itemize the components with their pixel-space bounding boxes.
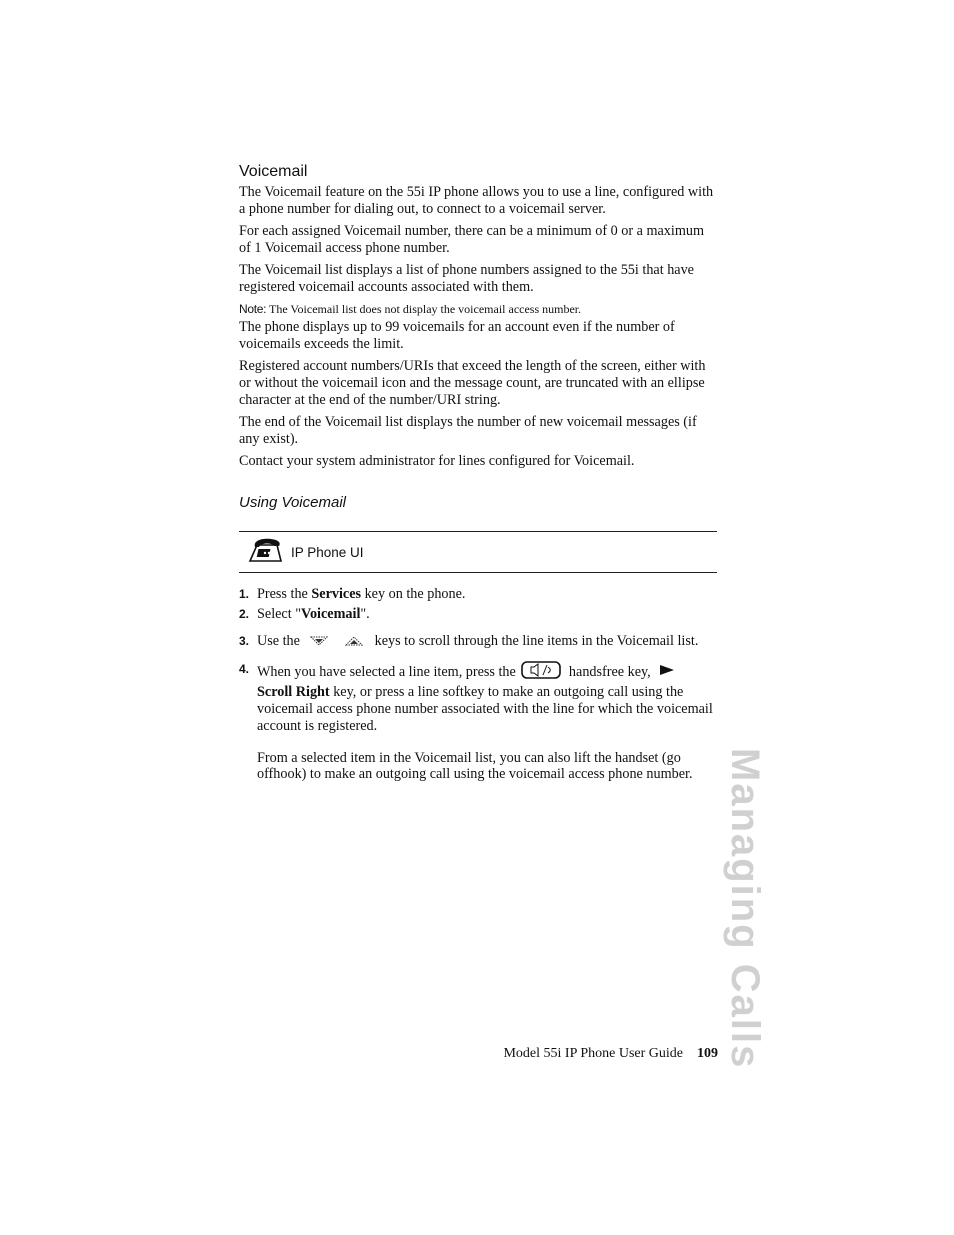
step-text: ". <box>360 606 370 622</box>
step-text: Use the <box>257 633 300 649</box>
step-number: 3. <box>239 634 250 648</box>
paragraph: For each assigned Voicemail number, there can be a minimum of 0 or a maximum of 1 Voicemail access phone number. <box>239 223 704 256</box>
paragraph: The Voicemail list displays a list of phone numbers assigned to the 55i that have registered voicemail accounts associated with them. <box>239 262 694 295</box>
note <box>239 301 717 318</box>
step-text: When you have selected a line item, press the <box>257 663 516 680</box>
scroll-up-key-icon <box>345 634 363 650</box>
step-note: From a selected item in the Voicemail list, you can also lift the handset (go offhook) to make an outgoing call using the voicemail access phone number. <box>257 749 693 782</box>
section-title: Voicemail <box>239 163 308 180</box>
paragraph: The phone displays up to 99 voicemails for an account even if the number of voicemails exceeds the limit. <box>239 319 675 352</box>
services-key-label: Services <box>311 586 362 602</box>
body-text <box>239 184 717 475</box>
step-2 <box>239 606 717 622</box>
step-text: Select " <box>257 606 302 622</box>
step-1 <box>239 586 717 602</box>
step-4 <box>239 661 717 782</box>
paragraph: Registered account numbers/URIs that exceed the length of the screen, either with or without the voicemail icon and the message count, are truncated with an ellipse character at the end of the number/URI string. <box>239 358 706 408</box>
step-number: 1. <box>239 587 250 601</box>
paragraph: Contact your system administrator for lines configured for Voicemail. <box>239 453 635 469</box>
note-label: Note: <box>239 302 267 316</box>
step-number: 2. <box>239 607 250 621</box>
step-text: key on the phone. <box>361 586 466 602</box>
voicemail-option-label: Voicemail <box>301 606 361 622</box>
paragraph: The end of the Voicemail list displays the number of new voicemail messages (if any exist). <box>239 414 697 447</box>
page-footer <box>477 1046 718 1062</box>
step-3 <box>239 633 717 650</box>
guide-title: Model 55i IP Phone User Guide <box>503 1046 683 1061</box>
step-number: 4. <box>239 661 250 676</box>
step-text: handsfree key, <box>568 663 651 680</box>
scroll-right-key-label: Scroll Right <box>257 683 330 700</box>
ip-phone-ui-label: IP Phone UI <box>291 545 364 560</box>
note-text: The Voicemail list does not display the voicemail access number. <box>268 302 582 316</box>
subsection-title: Using Voicemail <box>239 494 346 511</box>
chapter-side-tab: Managing Calls <box>723 748 767 1070</box>
ip-phone-ui-box <box>239 531 717 573</box>
scroll-down-key-icon <box>310 634 328 650</box>
ip-phone-icon <box>247 537 283 570</box>
step-text: Press the <box>257 586 312 602</box>
step-text: key, or press a line softkey to make an outgoing call using the voicemail access phone number associated with the line for which the voicemail account is registered. <box>257 683 713 734</box>
paragraph: The Voicemail feature on the 55i IP phone allows you to use a line, configured with a phone number for dialing out, to connect to a voicemail server. <box>239 184 714 217</box>
handsfree-key-icon <box>521 661 561 684</box>
page-number: 109 <box>697 1046 718 1061</box>
scroll-right-arrow-icon <box>658 664 676 681</box>
steps-list <box>239 586 717 782</box>
step-text: keys to scroll through the line items in the Voicemail list. <box>374 633 699 649</box>
